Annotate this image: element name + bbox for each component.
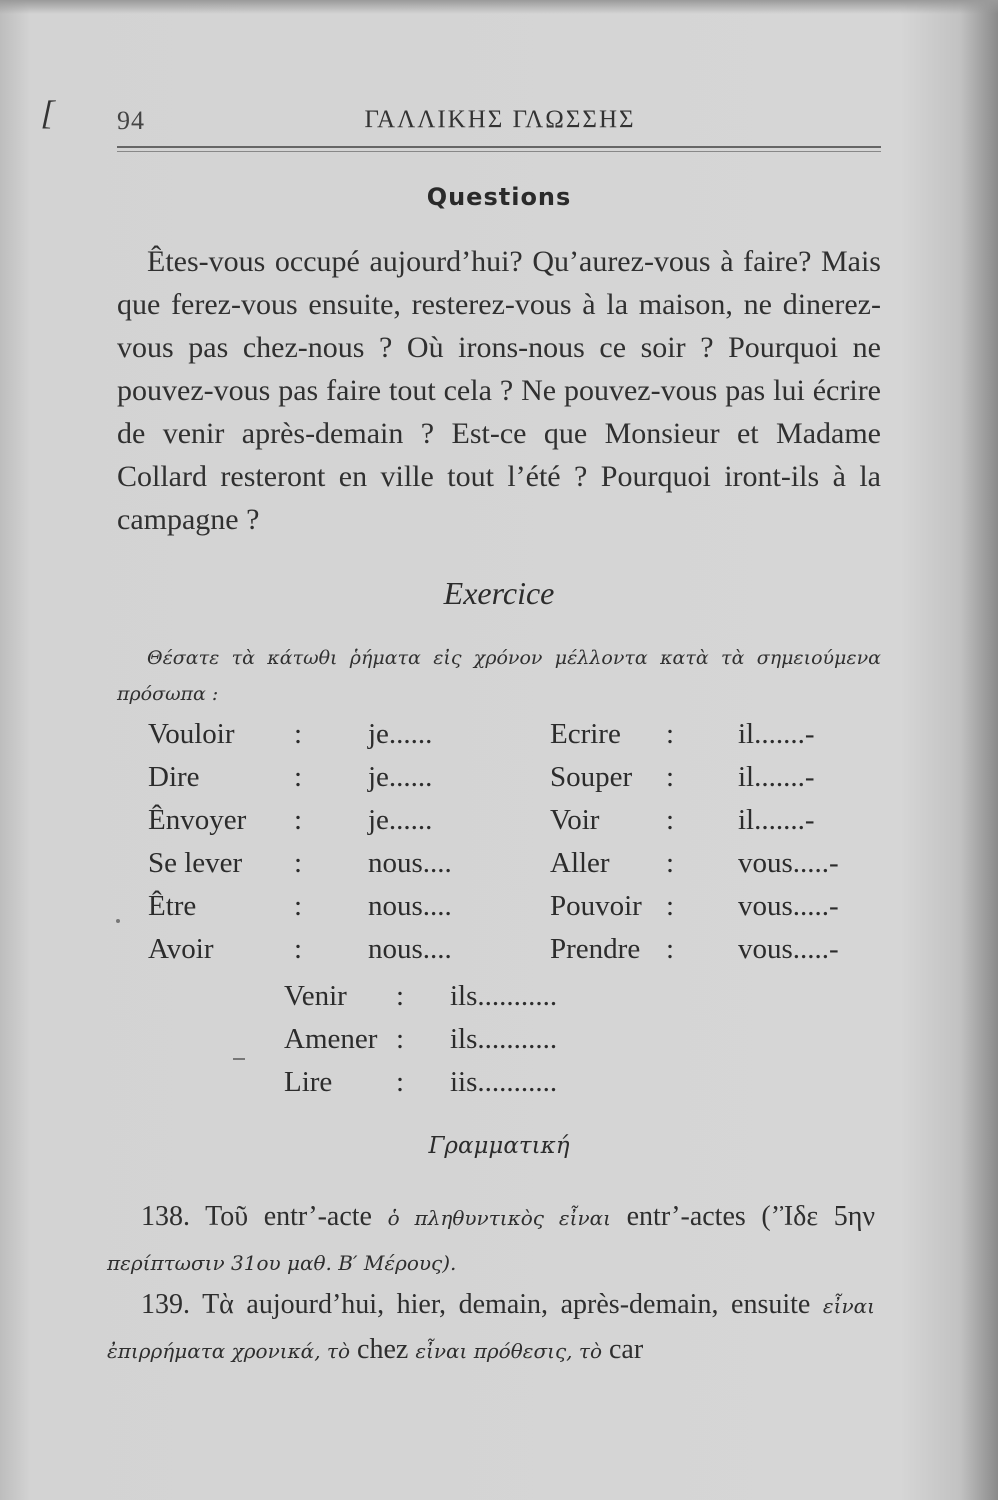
verb-left: Se lever	[148, 847, 243, 879]
colon-left: :	[294, 718, 303, 750]
grammar-heading: Γραμματική	[428, 1133, 570, 1159]
verb-right: Souper	[550, 761, 633, 793]
verb-table	[148, 718, 888, 976]
verb-right: Pouvoir	[550, 890, 642, 922]
colon-left: :	[294, 890, 303, 922]
colon-left: :	[294, 804, 303, 836]
pronoun-left: je......	[368, 718, 433, 750]
colon-right: :	[666, 718, 675, 750]
colon-right: :	[666, 933, 675, 965]
french-text: chez	[357, 1334, 409, 1365]
greek-text: περίπτωσιν 31ου μαθ. Β′ Μέρους).	[107, 1251, 457, 1275]
stray-dash-mark	[233, 1058, 245, 1060]
verb-left: Vouloir	[148, 718, 235, 750]
verb: Amener	[284, 1023, 378, 1055]
verb-row	[148, 761, 888, 804]
verb-right: Aller	[550, 847, 610, 879]
exercice-heading: Exercice	[443, 575, 555, 611]
header-rule-thin	[117, 151, 881, 152]
questions-heading: Questions	[426, 183, 572, 211]
pronoun: iis...........	[450, 1066, 558, 1098]
verb-right: Ecrire	[550, 718, 621, 750]
french-text: Τὰ aujourd’hui, hier, demain, après-demain, ensuite	[202, 1289, 811, 1320]
colon-right: :	[666, 804, 675, 836]
colon: :	[396, 1023, 405, 1055]
running-head-title: ΓΑΛΛΙΚΗΣ ΓΛΩΣΣΗΣ	[364, 106, 636, 133]
header-rule	[117, 146, 881, 148]
verb-left: Ênvoyer	[148, 804, 247, 836]
verb-row	[148, 890, 888, 933]
pronoun-left: nous....	[368, 890, 452, 922]
verb: Lire	[284, 1066, 333, 1098]
grammar-paragraph-139	[107, 1283, 875, 1373]
verb-left: Être	[148, 890, 197, 922]
stray-dot-mark	[116, 919, 120, 923]
pronoun-right: vous.....-	[738, 933, 839, 965]
verb-row	[284, 1066, 704, 1109]
verb-row	[148, 847, 888, 890]
verb-row	[148, 804, 888, 847]
verb-row	[284, 1023, 704, 1066]
verb-table-extra	[284, 980, 704, 1109]
pronoun-left: je......	[368, 804, 433, 836]
grammar-paragraph-138	[107, 1195, 875, 1285]
paragraph-number: 139.	[141, 1289, 190, 1320]
verb-right: Prendre	[550, 933, 641, 965]
pronoun-right: il.......-	[738, 761, 815, 793]
greek-text: εἶναι πρόθεσις, τὸ	[415, 1339, 602, 1363]
greek-text: εἶναι ἐπιρρήματα χρονικά, τὸ	[107, 1294, 875, 1363]
verb-row	[284, 980, 704, 1023]
verb: Venir	[284, 980, 347, 1012]
verb-row	[148, 718, 888, 761]
pronoun-right: vous.....-	[738, 890, 839, 922]
pronoun-right: il.......-	[738, 718, 815, 750]
verb-row	[148, 933, 888, 976]
pronoun: ils...........	[450, 980, 558, 1012]
french-text: entr’-actes (’Ἰδε 5ην	[626, 1201, 876, 1232]
pronoun-right: il.......-	[738, 804, 815, 836]
greek-text: ὁ πληθυντικὸς εἶναι	[387, 1206, 612, 1230]
pronoun-left: je......	[368, 761, 433, 793]
colon-right: :	[666, 890, 675, 922]
page-number: 94	[117, 106, 145, 135]
colon-right: :	[666, 847, 675, 879]
verb-left: Avoir	[148, 933, 214, 965]
colon-left: :	[294, 847, 303, 879]
colon-right: :	[666, 761, 675, 793]
pronoun-left: nous....	[368, 847, 452, 879]
french-text: car	[608, 1334, 644, 1365]
colon: :	[396, 1066, 405, 1098]
exercice-instructions: Θέσατε τὰ κάτωθι ῥήματα εἰς χρόνον μέλλοντα κατὰ τὰ σημειούμενα πρόσωπα :	[117, 647, 881, 705]
questions-paragraph: Êtes-vous occupé aujourd’hui? Qu’aurez-vous à faire? Mais que ferez-vous ensuite, resterez-vous à la maison, ne dinerez-vous pas chez-nous ? Où irons-nous ce soir ? Pourquoi ne pouvez-vous pas faire tout cela ? Ne pouvez-vous pas lui écrire de venir après-demain ? Est-ce que Monsieur et Madame Collard resteront en ville tout l’été ? Pourquoi iront-ils à la campagne ?	[117, 245, 881, 536]
margin-bracket-mark: [	[39, 95, 59, 132]
pronoun-left: nous....	[368, 933, 452, 965]
running-head	[117, 100, 883, 140]
colon-left: :	[294, 761, 303, 793]
colon-left: :	[294, 933, 303, 965]
pronoun-right: vous.....-	[738, 847, 839, 879]
paragraph-number: 138.	[141, 1201, 190, 1232]
colon: :	[396, 980, 405, 1012]
verb-left: Dire	[148, 761, 200, 793]
pronoun: ils...........	[450, 1023, 558, 1055]
verb-right: Voir	[550, 804, 600, 836]
french-text: Τοῦ entr’-acte	[205, 1201, 372, 1232]
